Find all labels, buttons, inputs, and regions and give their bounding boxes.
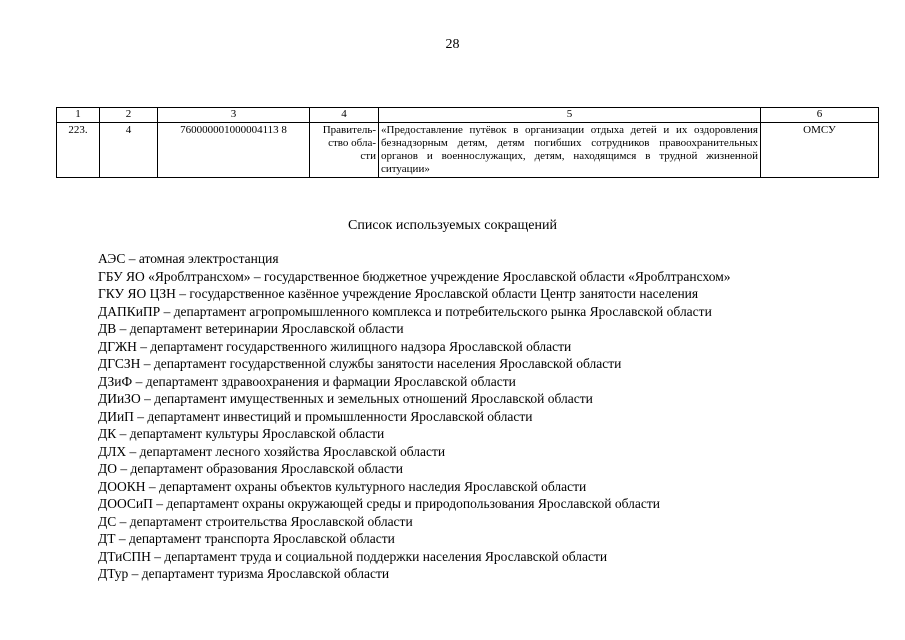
list-item: ДС – департамент строительства Ярославской области — [98, 513, 413, 529]
table-row — [57, 123, 879, 178]
code-cell: 760000001000004113 8 — [158, 123, 310, 178]
list-item: ДЗиФ – департамент здравоохранения и фармации Ярославской области — [98, 373, 516, 389]
list-item: ДИиЗО – департамент имущественных и земельных отношений Ярославской области — [98, 391, 593, 406]
list-item: ДК – департамент культуры Ярославской области — [98, 426, 385, 441]
list-item: ГКУ ЯО ЦЗН – государственное казённое учреждение Ярославской области Центр занятости населения — [98, 286, 699, 301]
column-header-1: 1 — [57, 108, 100, 123]
list-item: ДЛХ – департамент лесного хозяйства Ярославской области — [98, 443, 446, 459]
service-description-cell: «Предоставление путёвок в организации отдыха детей и их оздоровления безнадзорным детям, детям погибших сотрудников правоохранительных органов и военнослужащих, детям, находящимся в трудной жизненной ситуации» — [379, 123, 761, 178]
list-item: АЭС – атомная электростанция — [98, 251, 279, 266]
list-item: ДГЖН – департамент государственного жилищного надзора Ярославской области — [98, 338, 572, 354]
abbreviations-title: Список используемых сокращений — [348, 218, 557, 233]
column-header-3: 3 — [158, 108, 310, 123]
row-number-cell: 223. — [57, 123, 100, 178]
list-item: ДООКН – департамент охраны объектов культурного наследия Ярославской области — [98, 478, 587, 494]
list-item: ДООСиП – департамент охраны окружающей среды и природопользования Ярославской области — [98, 496, 661, 511]
column-header-6: 6 — [761, 108, 879, 123]
abbreviations-list — [98, 250, 731, 583]
page-number: 28 — [445, 37, 460, 52]
table-header-row — [57, 108, 879, 123]
column-header-5: 5 — [379, 108, 761, 123]
list-item: ГБУ ЯО «Яроблтрансхом» – государственное бюджетное учреждение Ярославской области «Яроблтрансхом» — [98, 268, 731, 284]
column-header-4: 4 — [310, 108, 379, 123]
column-header-2: 2 — [100, 108, 158, 123]
col2-cell: 4 — [100, 123, 158, 178]
list-item: ДАПКиПР – департамент агропромышленного комплекса и потребительского рынка Ярославской области — [98, 303, 712, 319]
list-item: ДТ – департамент транспорта Ярославской области — [98, 531, 395, 546]
list-item: ДО – департамент образования Ярославской области — [98, 461, 403, 476]
list-item: ДТур – департамент туризма Ярославской области — [98, 566, 390, 581]
authority-cell: Правитель- ство обла- сти — [310, 123, 379, 178]
list-item: ДГСЗН – департамент государственной службы занятости населения Ярославской области — [98, 356, 622, 371]
list-item: ДИиП – департамент инвестиций и промышленности Ярославской области — [98, 408, 533, 424]
list-item: ДТиСПН – департамент труда и социальной поддержки населения Ярославской области — [98, 548, 608, 564]
executor-cell: ОМСУ — [761, 123, 879, 178]
list-item: ДВ – департамент ветеринарии Ярославской области — [98, 321, 404, 336]
data-table — [56, 107, 879, 178]
